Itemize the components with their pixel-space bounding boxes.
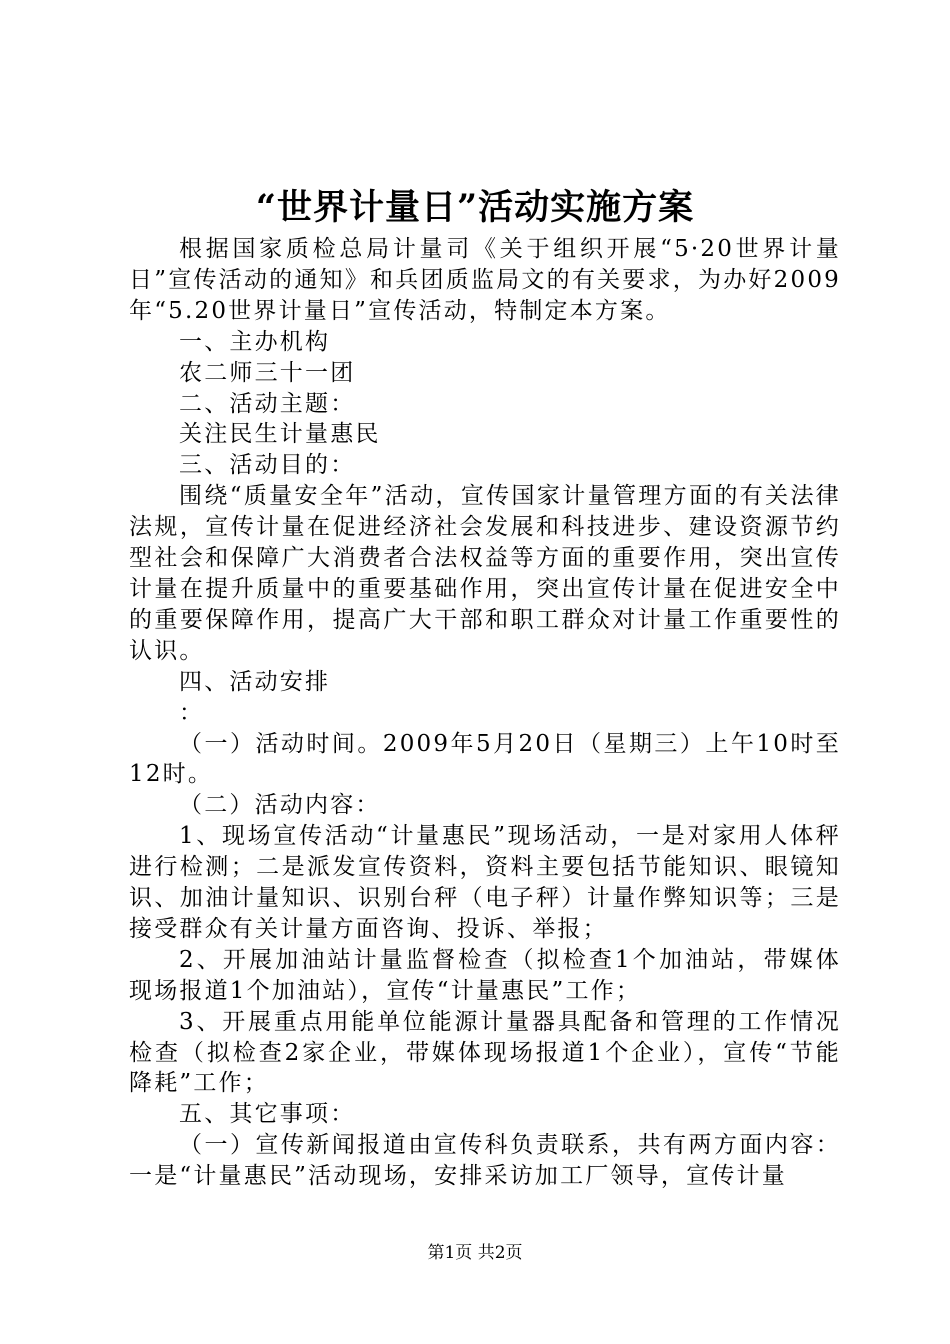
organizer-text: 农二师三十一团 (179, 359, 356, 386)
purpose-paragraph: 围绕“质量安全年”活动，宣传国家计量管理方面的有关法律法规，宣传计量在促进经济社会发展和科技进步、建设资源节约型社会和保障广大消费者合法权益等方面的重要作用，突出宣传计量在提升质量中的重要基础作用，突出宣传计量在促进安全中的重要保障作用，提高广大干部和职工群众对计量工作重要性的认识。 (129, 483, 841, 664)
section-heading-other: 五、其它事项： (179, 1101, 356, 1128)
section-heading-purpose: 三、活动目的： (179, 452, 356, 479)
content-item-3: 3、开展重点用能单位能源计量器具配备和管理的工作情况检查（拟检查2家企业，带媒体现场报道1个企业），宣传“节能降耗”工作； (129, 1008, 841, 1097)
intro-paragraph: 根据国家质检总局计量司《关于组织开展“5·20世界计量日”宣传活动的通知》和兵团质监局文的有关要求，为办好2009年“5.20世界计量日”宣传活动，特制定本方案。 (129, 236, 841, 324)
activity-content-heading: （二）活动内容： (179, 792, 381, 819)
theme-text: 关注民生计量惠民 (179, 421, 381, 448)
arrangement-colon: ： (179, 699, 205, 726)
content-item-1: 1、现场宣传活动“计量惠民”现场活动，一是对家用人体秤进行检测；二是派发宣传资料，资料主要包括节能知识、眼镜知识、加油计量知识、识别台秤（电子秤）计量作弊知识等；三是接受群众有关计量方面咨询、投诉、举报； (129, 823, 841, 942)
section-heading-organizer: 一、主办机构 (179, 328, 331, 355)
page-footer: 第1页 共2页 (427, 1243, 523, 1263)
document-body (129, 234, 841, 1192)
section-heading-theme: 二、活动主题： (179, 390, 356, 417)
other-item-1: （一）宣传新闻报道由宣传科负责联系，共有两方面内容：一是“计量惠民”活动现场，安排采访加工厂领导，宣传计量 (129, 1132, 841, 1190)
document-title: “世界计量日”活动实施方案 (255, 187, 695, 228)
activity-time-paragraph: （一）活动时间。2009年5月20日（星期三）上午10时至12时。 (129, 730, 841, 788)
section-heading-arrangement: 四、活动安排 (179, 668, 331, 695)
content-item-2: 2、开展加油站计量监督检查（拟检查1个加油站，带媒体现场报道1个加油站），宣传“计量惠民”工作； (129, 946, 841, 1004)
